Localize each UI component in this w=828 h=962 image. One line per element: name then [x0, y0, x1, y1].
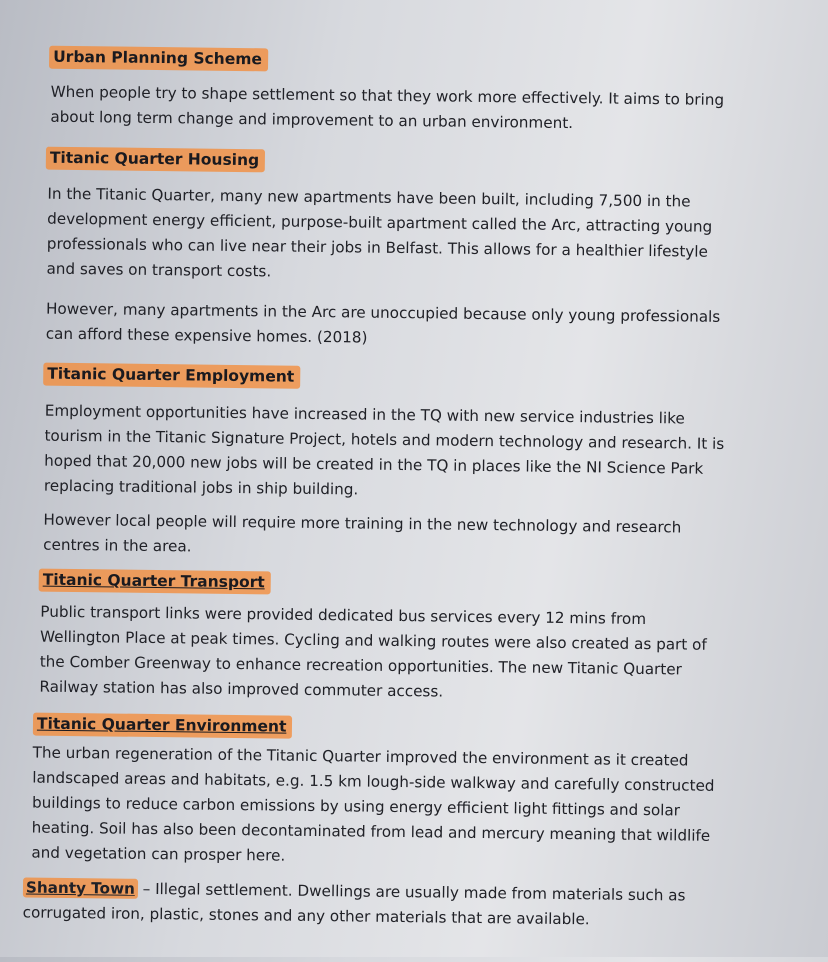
- paragraph-tq-housing-1: [46, 182, 712, 290]
- text-line: professionals who can live near their jobs in Belfast. This allows for a healthier lifestyle: [46, 234, 709, 261]
- text-line: However local people will require more training in the new technology and research: [43, 510, 682, 537]
- paragraph-tq-housing-2: [46, 297, 721, 355]
- text-line: hoped that 20,000 new jobs will be created in the TQ in places like the NI Science Park: [44, 451, 704, 478]
- heading-tq-transport: Titanic Quarter Transport: [39, 569, 271, 595]
- text-line: and saves on transport costs.: [46, 259, 272, 281]
- text-line: buildings to reduce carbon emissions by using energy efficient light fittings and solar: [31, 793, 681, 820]
- text-line: development energy efficient, purpose-built apartment called the Arc, attracting young: [47, 209, 713, 236]
- text-line: tourism in the Titanic Signature Project, hotels and modern technology and research. It is: [44, 426, 725, 453]
- text-line: about long term change and improvement to an urban environment.: [50, 107, 574, 133]
- term-shanty-town: Shanty Town: [23, 877, 138, 898]
- paragraph-tq-environment: [31, 741, 715, 874]
- text-line: Wellington Place at peak times. Cycling and walking routes were also created as part of: [39, 627, 707, 654]
- paragraph-tq-transport: [39, 600, 707, 708]
- text-line: can afford these expensive homes. (2018): [45, 324, 368, 347]
- text-line: Railway station has also improved commuter access.: [39, 677, 444, 701]
- text-line: In the Titanic Quarter, many new apartments have been built, including 7,500 in the: [47, 184, 691, 211]
- shanty-definition: – Illegal settlement. Dwellings are usually made from materials such as: [137, 879, 686, 905]
- text-line: landscaped areas and habitats, e.g. 1.5 km lough-side walkway and carefully constructed: [32, 768, 715, 795]
- text-line: corrugated iron, plastic, stones and any other materials that are available.: [22, 903, 590, 929]
- text-line: However, many apartments in the Arc are unoccupied because only young professionals: [45, 299, 721, 326]
- heading-tq-employment: Titanic Quarter Employment: [43, 363, 300, 389]
- paragraph-urban-planning: [50, 80, 724, 138]
- text-line: Public transport links were provided dedicated bus services every 12 mins from: [40, 602, 647, 629]
- heading-tq-housing: Titanic Quarter Housing: [46, 147, 266, 173]
- text-line: centres in the area.: [43, 535, 192, 556]
- heading-tq-environment: Titanic Quarter Environment: [33, 713, 293, 739]
- text-line: Employment opportunities have increased in the TQ with new service industries like: [44, 401, 685, 428]
- paragraph-tq-employment-2: [43, 508, 681, 566]
- text-line: replacing traditional jobs in ship building.: [43, 476, 359, 499]
- paragraph-shanty-town: [23, 875, 686, 933]
- text-line: The urban regeneration of the Titanic Quarter improved the environment as it created: [32, 743, 689, 770]
- text-line: When people try to shape settlement so that they work more effectively. It aims to bring: [50, 82, 725, 109]
- text-line: and vegetation can prosper here.: [31, 843, 286, 865]
- text-line: heating. Soil has also been decontaminated from lead and mercury meaning that wildlife: [31, 818, 711, 845]
- paragraph-tq-employment-1: [44, 399, 725, 507]
- text-line: the Comber Greenway to enhance recreation opportunities. The new Titanic Quarter: [39, 652, 682, 679]
- heading-urban-planning-scheme: Urban Planning Scheme: [49, 46, 268, 72]
